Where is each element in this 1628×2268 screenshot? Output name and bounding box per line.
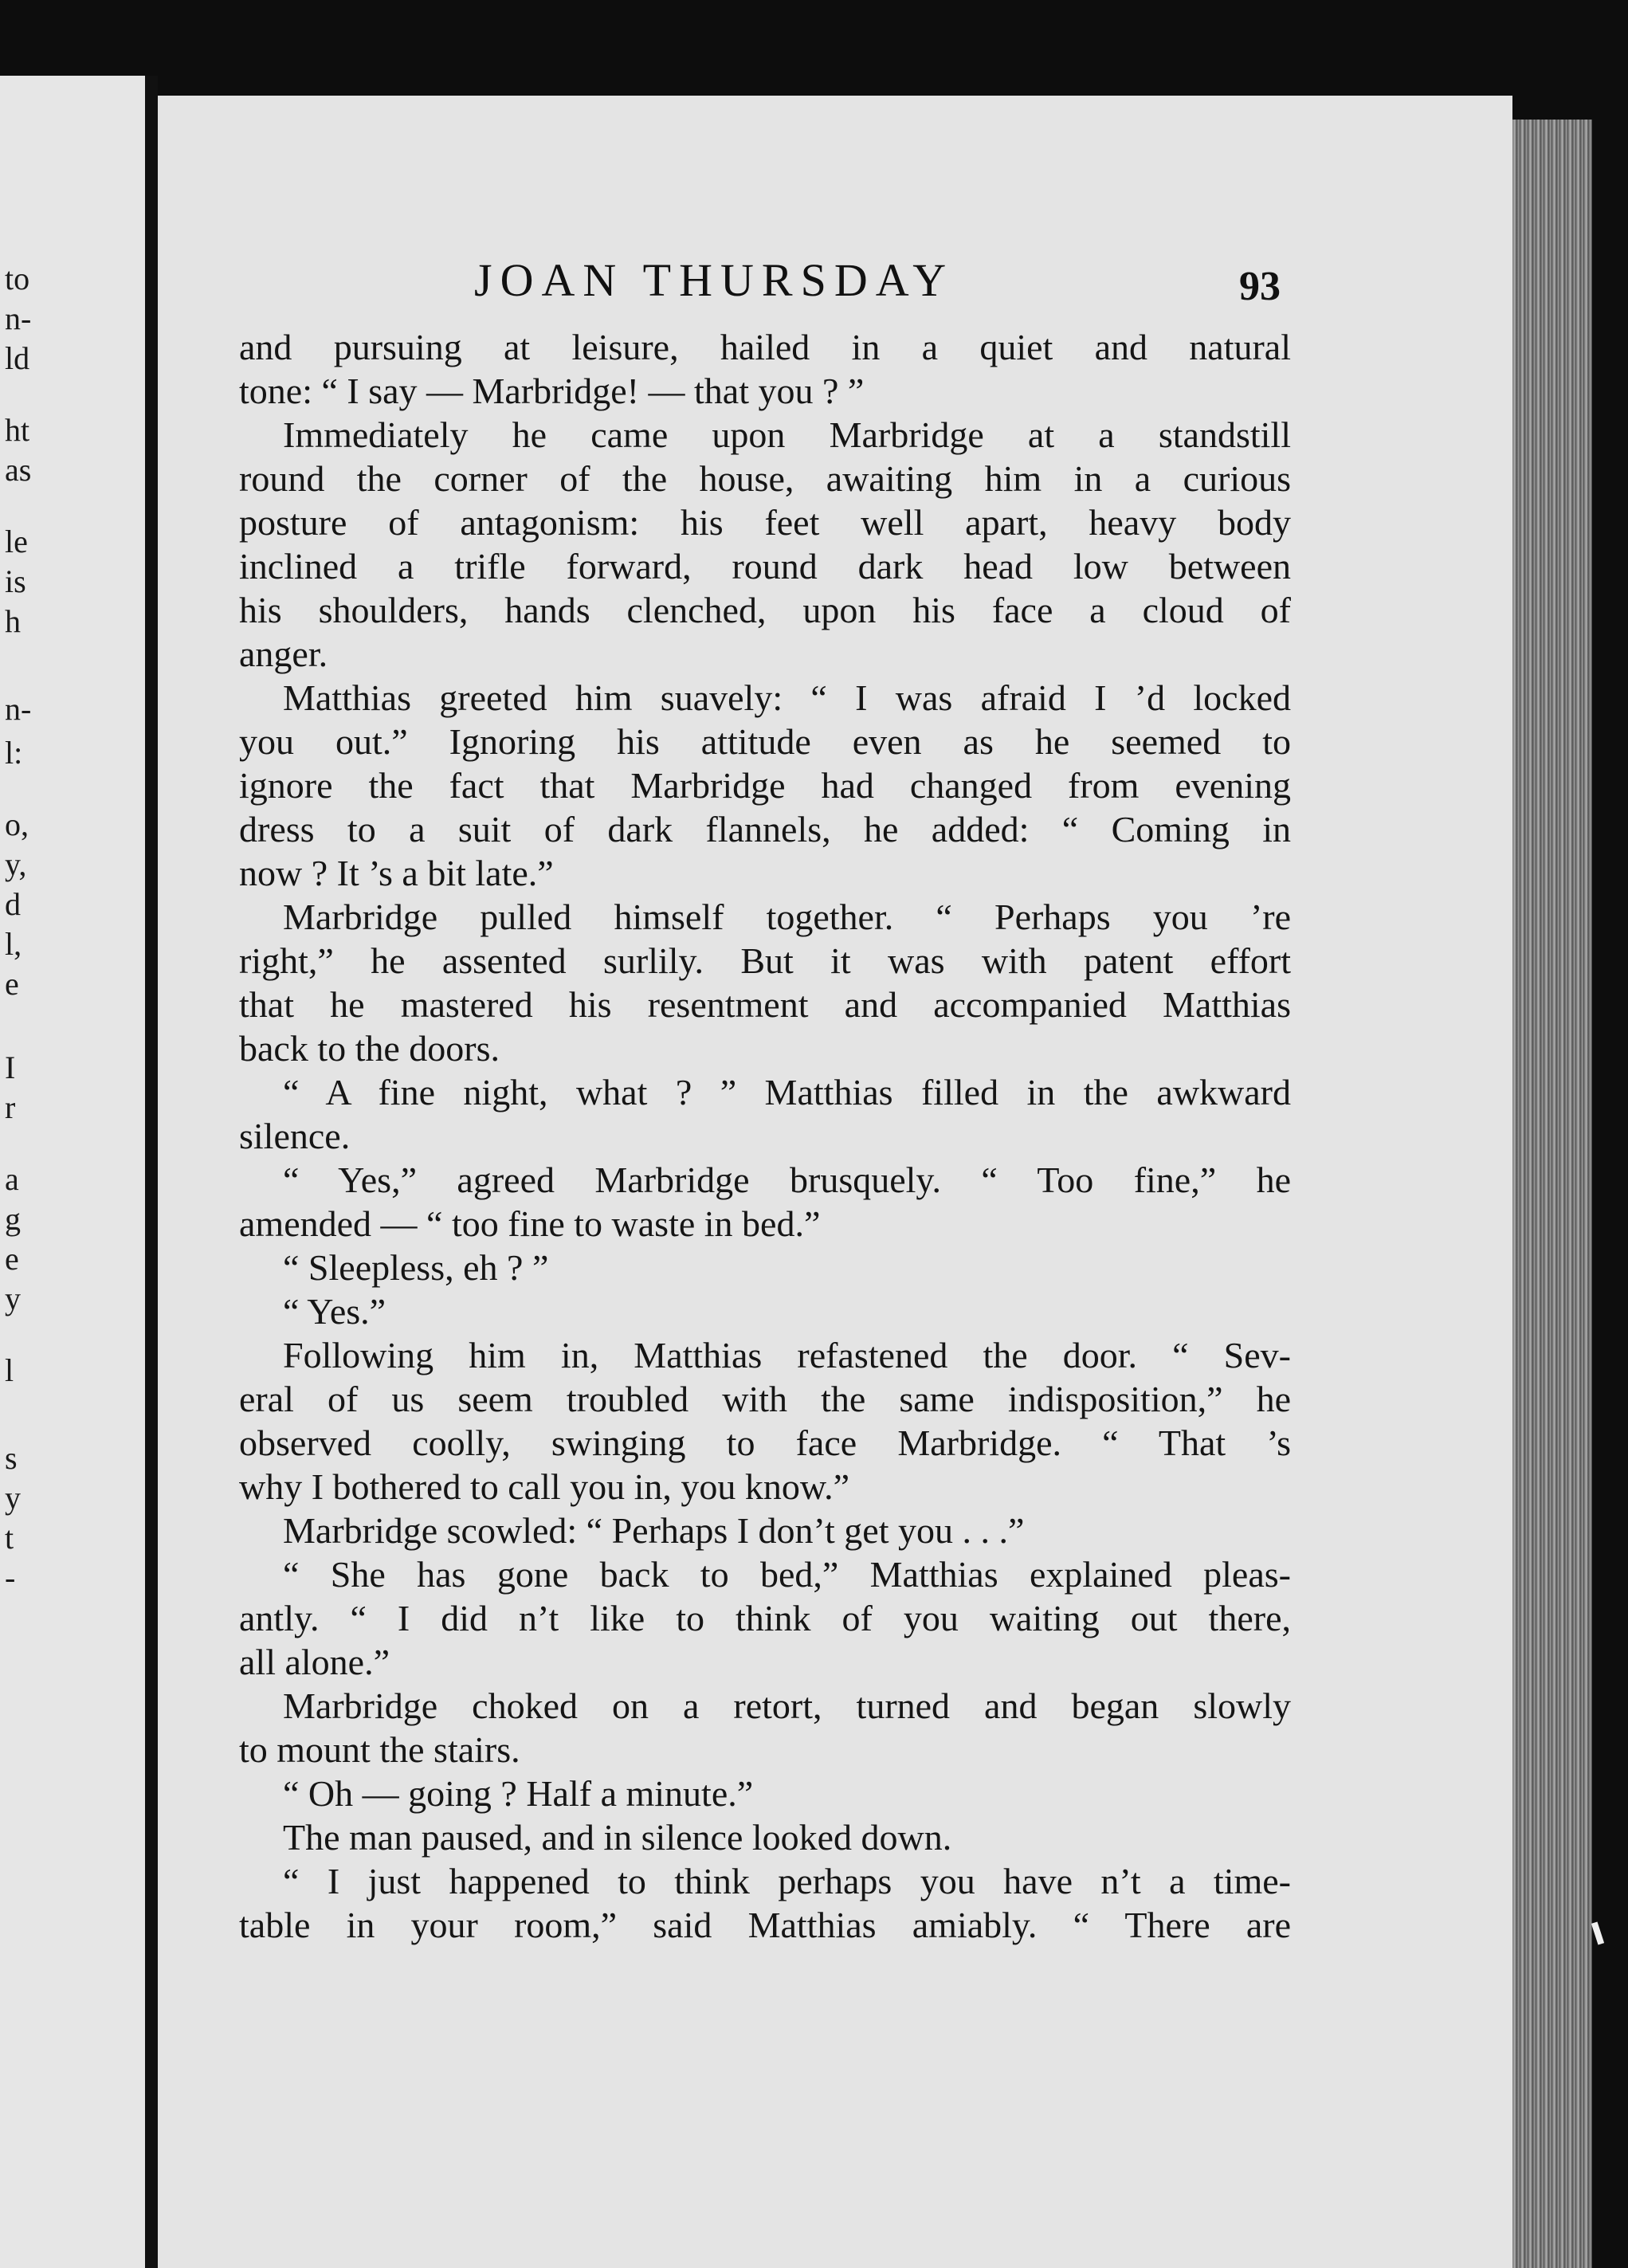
text-line: ignore the fact that Marbridge had changed from evening	[239, 765, 1291, 806]
text-line: anger.	[239, 634, 328, 674]
text-line: dress to a suit of dark flannels, he added: “ Coming in	[239, 809, 1291, 850]
left-page-fragment: l,	[5, 926, 22, 962]
text-line: Matthias greeted him suavely: “ I was afraid I ’d locked	[283, 677, 1291, 718]
text-line: inclined a trifle forward, round dark head low between	[239, 546, 1291, 587]
text-line: why I bothered to call you in, you know.”	[239, 1466, 850, 1507]
text-line: Following him in, Matthias refastened the door. “ Sev-	[283, 1335, 1291, 1375]
text-line: that he mastered his resentment and accompanied Matthias	[239, 984, 1291, 1025]
left-page-fragment: t	[5, 1520, 14, 1556]
left-page-fragment: y	[5, 1281, 21, 1316]
left-page-fragment: s	[5, 1440, 18, 1476]
running-head-title: JOAN THURSDAY	[474, 254, 955, 306]
body-text	[239, 325, 1291, 1947]
left-page-fragment: y,	[5, 846, 27, 882]
text-line: “ Oh — going ? Half a minute.”	[283, 1773, 754, 1814]
text-line: “ Sleepless, eh ? ”	[283, 1247, 549, 1288]
left-page-fragment: e	[5, 1241, 19, 1277]
text-line: all alone.”	[239, 1642, 390, 1682]
text-line: The man paused, and in silence looked down.	[283, 1817, 952, 1858]
text-line: “ A fine night, what ? ” Matthias filled in the awkward	[283, 1072, 1291, 1112]
left-page	[0, 76, 145, 2268]
text-line: “ Yes.”	[283, 1291, 386, 1332]
text-line: back to the doors.	[239, 1028, 500, 1069]
left-page-fragment: -	[5, 1560, 16, 1595]
left-page-fragment: l	[5, 1352, 14, 1388]
text-line: amended — “ too fine to waste in bed.”	[239, 1203, 821, 1244]
running-head	[315, 253, 1319, 317]
scan-artifact	[1591, 1921, 1604, 1944]
left-page-fragment: d	[5, 886, 21, 922]
left-page-fragment: I	[5, 1050, 16, 1085]
left-page-fragments	[0, 76, 145, 2268]
left-page-fragment: a	[5, 1161, 19, 1197]
text-line: Immediately he came upon Marbridge at a standstill	[283, 414, 1291, 455]
left-page-fragment: o,	[5, 806, 29, 842]
text-line: now ? It ’s a bit late.”	[239, 853, 554, 893]
text-line: his shoulders, hands clenched, upon his face a cloud of	[239, 590, 1291, 630]
text-line: Marbridge choked on a retort, turned and began slowly	[283, 1685, 1291, 1726]
left-page-fragment: n-	[5, 300, 32, 336]
left-page-fragment: r	[5, 1089, 16, 1125]
text-line: right,” he assented surlily. But it was with patent effort	[239, 940, 1291, 981]
left-page-fragment: ht	[5, 412, 30, 448]
text-line: Marbridge scowled: “ Perhaps I don’t get you . . .”	[283, 1510, 1025, 1551]
left-page-fragment: n-	[5, 691, 32, 727]
text-line: to mount the stairs.	[239, 1729, 520, 1770]
left-page-fragment: h	[5, 603, 21, 639]
text-line: observed coolly, swinging to face Marbridge. “ That ’s	[239, 1422, 1291, 1463]
text-line: you out.” Ignoring his attitude even as he seemed to	[239, 721, 1291, 762]
text-line: round the corner of the house, awaiting him in a curious	[239, 458, 1291, 499]
text-line: silence.	[239, 1116, 351, 1156]
text-line: and pursuing at leisure, hailed in a quiet and natural	[239, 327, 1291, 367]
left-page-fragment: e	[5, 966, 19, 1002]
left-page-fragment: ld	[5, 340, 30, 376]
left-page-fragment: l:	[5, 735, 23, 771]
text-line: “ I just happened to think perhaps you have n’t a time-	[283, 1861, 1291, 1901]
text-line: eral of us seem troubled with the same indisposition,” he	[239, 1379, 1291, 1419]
text-line: tone: “ I say — Marbridge! — that you ? ”	[239, 371, 865, 411]
left-page-fragment: as	[5, 452, 32, 488]
left-page-fragment: y	[5, 1480, 21, 1516]
text-line: “ Yes,” agreed Marbridge brusquely. “ Too fine,” he	[283, 1160, 1291, 1200]
text-line: posture of antagonism: his feet well apart, heavy body	[239, 502, 1291, 543]
left-page-fragment: to	[5, 261, 30, 296]
text-line: “ She has gone back to bed,” Matthias explained pleas-	[283, 1554, 1291, 1595]
left-page-fragment: is	[5, 563, 26, 599]
left-page-fragment: g	[5, 1201, 21, 1237]
text-line: Marbridge pulled himself together. “ Perhaps you ’re	[283, 897, 1291, 937]
left-page-fragment: le	[5, 524, 28, 559]
text-line: table in your room,” said Matthias amiably. “ There are	[239, 1905, 1291, 1945]
book-gutter	[145, 76, 158, 2268]
page-edges	[1512, 120, 1592, 2268]
page-number: 93	[1239, 264, 1281, 309]
text-line: antly. “ I did n’t like to think of you waiting out there,	[239, 1598, 1291, 1638]
